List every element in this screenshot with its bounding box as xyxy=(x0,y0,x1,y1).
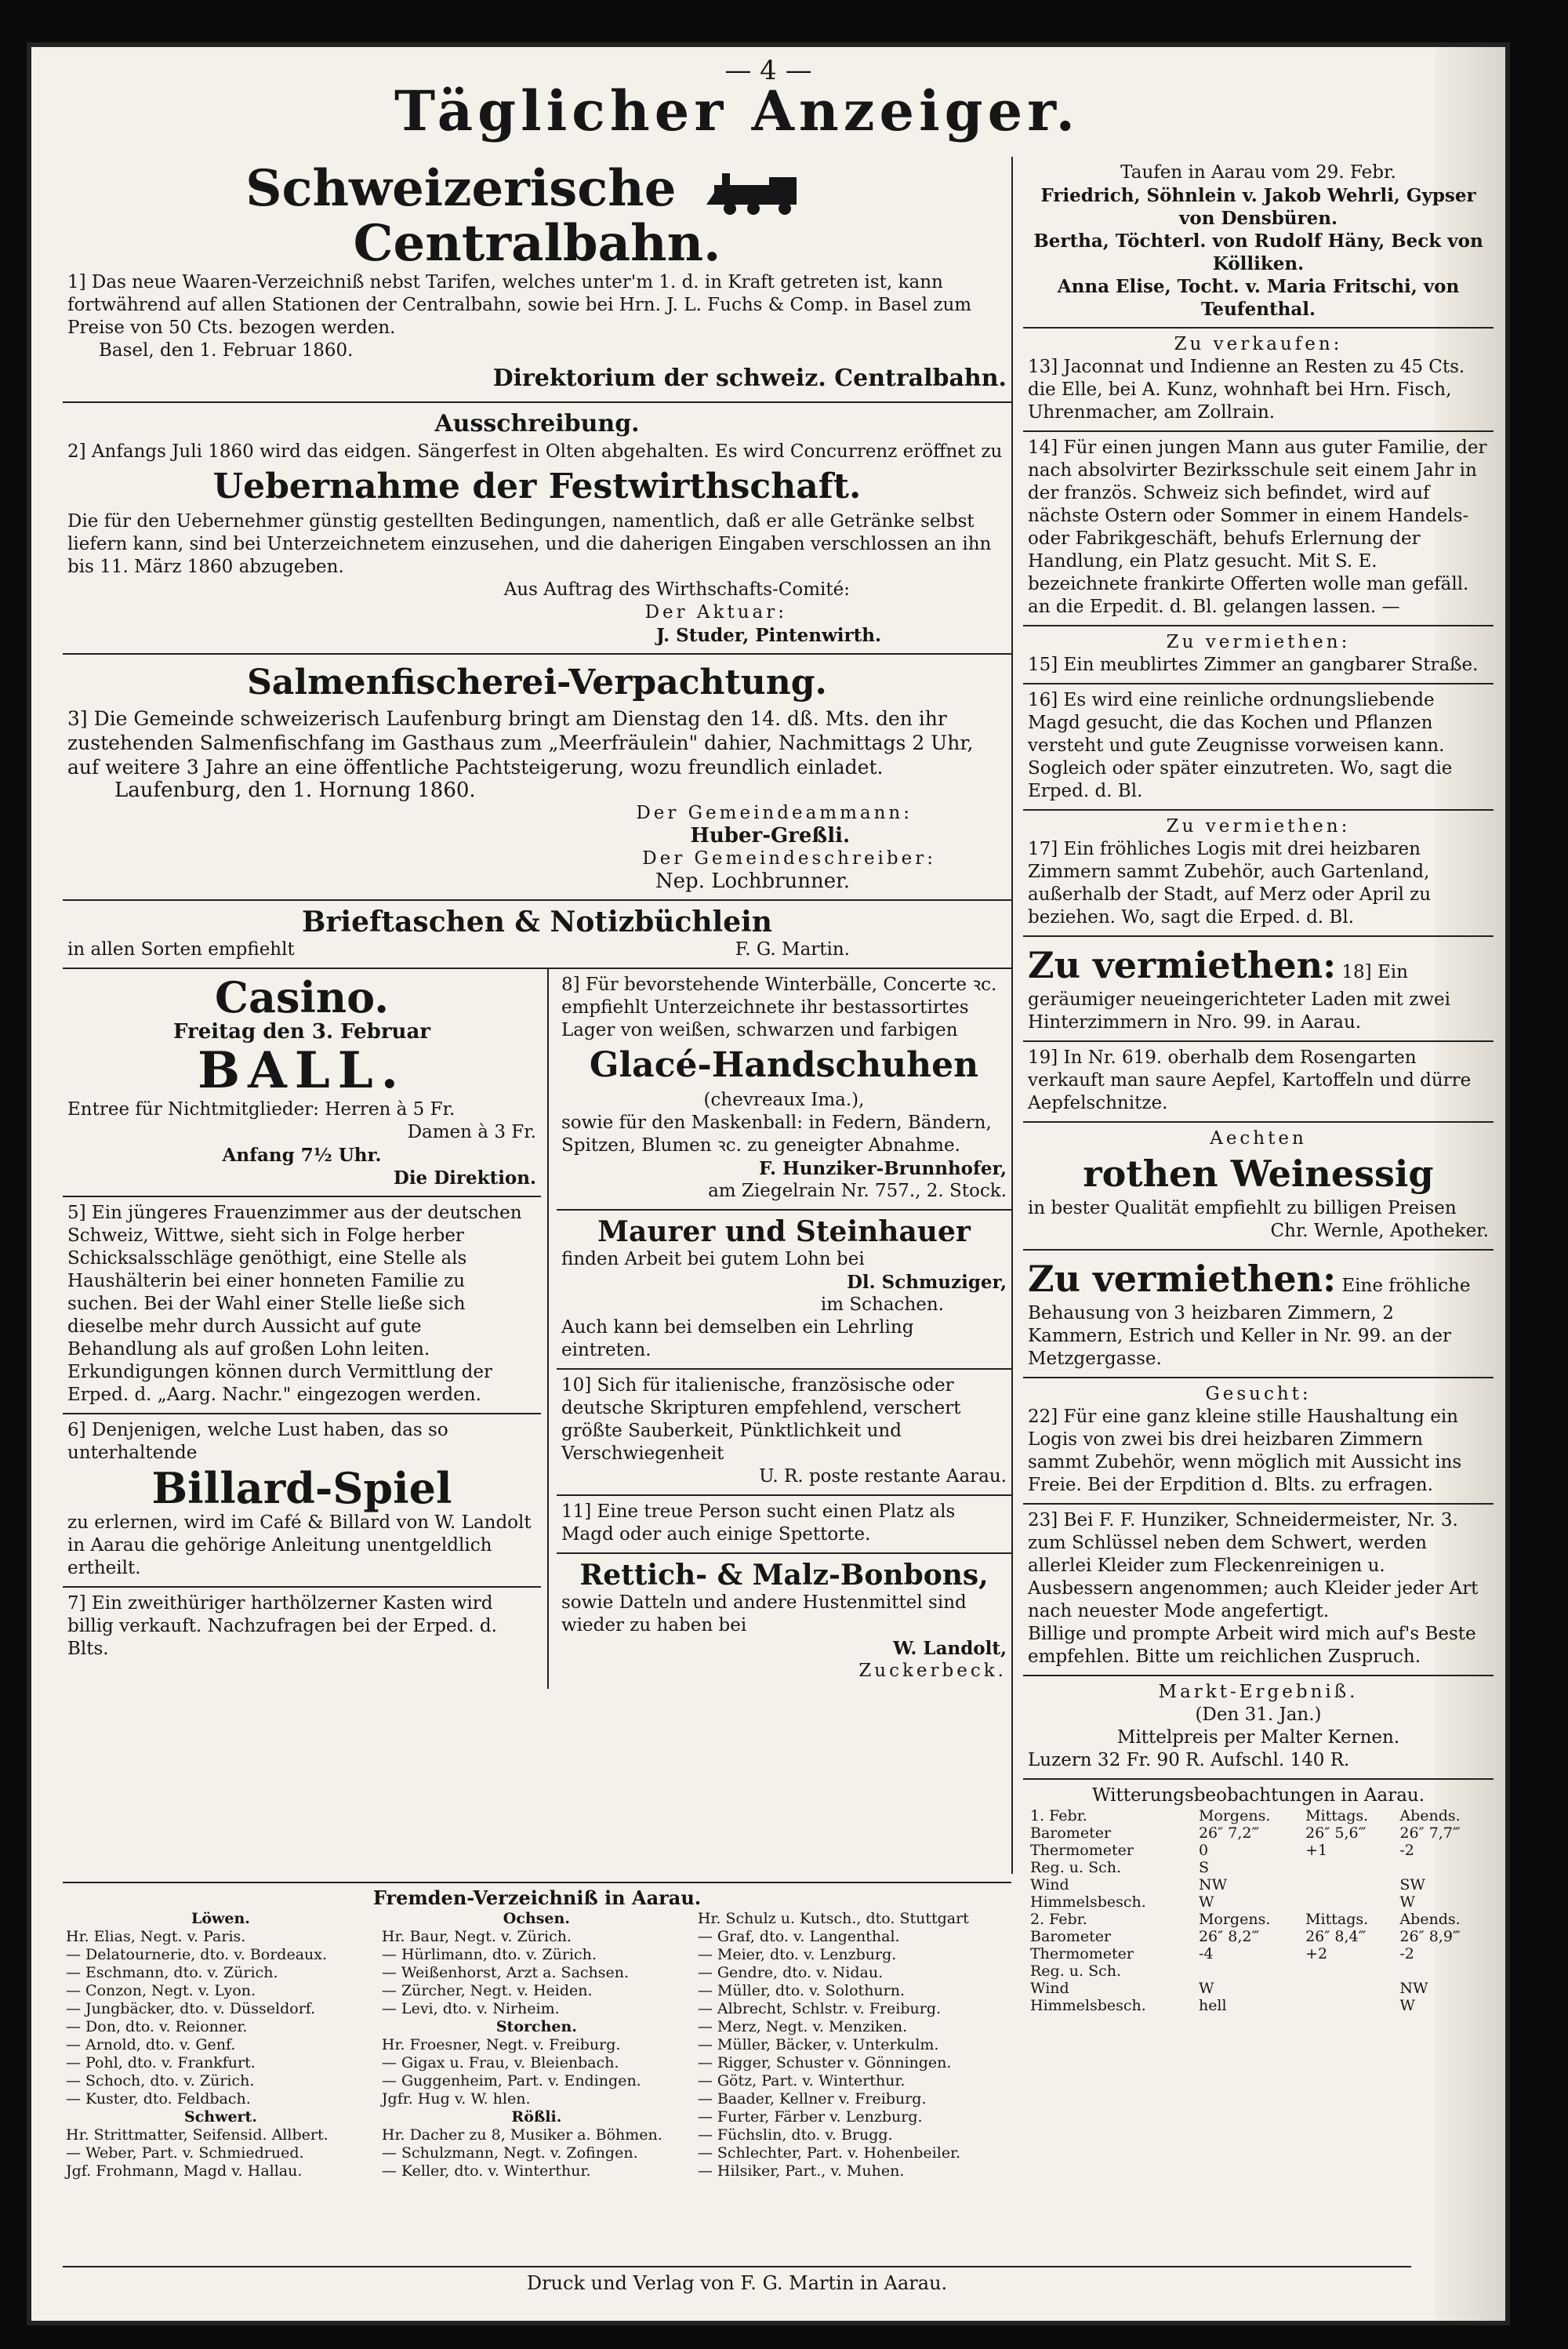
ad-casino xyxy=(63,969,541,1197)
list-item: — Conzon, Negt. v. Lyon. xyxy=(66,1982,256,1999)
list-item: — Levi, dto. v. Nirheim. xyxy=(381,2000,560,2017)
salmen-role1: Der Gemeindeammann: xyxy=(636,803,913,823)
maurer-name: Dl. Schmuziger, xyxy=(846,1272,1007,1293)
left-column xyxy=(63,157,1011,1689)
wetter-h2b: Mittags. xyxy=(1305,1911,1369,1928)
ad-ausschreibung xyxy=(63,403,1011,655)
table-cell: Reg. u. Sch. xyxy=(1030,1962,1122,1980)
list-item: — Müller, Bäcker, v. Unterkulm. xyxy=(697,2036,939,2053)
table-row xyxy=(1028,1893,1489,1911)
markt-sub: Mittelpreis per Malter Kernen. xyxy=(1116,1727,1400,1748)
wein-name: Chr. Wernle, Apotheker. xyxy=(1270,1221,1489,1241)
table-row xyxy=(1028,1997,1489,2014)
salmen-title: Salmenfischerei-Verpachtung. xyxy=(247,663,827,703)
table-row xyxy=(1028,1980,1489,1997)
fremden-grid xyxy=(63,1910,1011,2180)
ausschreibung-title: Uebernahme der Festwirthschaft. xyxy=(212,467,862,506)
table-row xyxy=(1028,1859,1489,1876)
gesucht-text: 22] Für eine ganz kleine stille Haushaltung ein Logis von zwei bis drei heizbaren Zimmern sammt Zubehör, wenn möglich mit Aussicht ins Freie. Bei der Erpdition d. Blts. zu erfragen. xyxy=(1028,1407,1462,1495)
fremden-top-rule xyxy=(63,1882,1011,1883)
table-cell: S xyxy=(1198,1859,1209,1876)
list-item: — Kuster, dto. Feldbach. xyxy=(66,2090,251,2108)
table-cell: W xyxy=(1198,1893,1214,1911)
ad-6-intro: 6] Denjenigen, welche Lust haben, das so unterhaltende xyxy=(67,1420,448,1463)
table-cell: +1 xyxy=(1305,1842,1328,1859)
table-cell: 26″ 8,2‴ xyxy=(1198,1928,1260,1945)
salmen-name1: Huber-Greßli. xyxy=(690,824,850,848)
fremden-col3 xyxy=(695,1910,1011,2180)
centralbahn-text: 1] Das neue Waaren-Verzeichniß nebst Tarifen, welches unter'm 1. d. in Kraft getreten ist, kann fortwährend auf allen Stationen der Centralbahn, sowie bei Hrn. J. L. Fuchs & Comp. in Basel zum Preise von 50 Cts. bezogen werden. xyxy=(67,272,972,338)
ad-10 xyxy=(557,1370,1011,1496)
rettich-text: sowie Datteln und andere Hustenmittel sind wieder zu haben bei xyxy=(561,1592,967,1636)
list-item: — Rigger, Schuster v. Gönningen. xyxy=(697,2054,952,2071)
ad-23-text: 23] Bei F. F. Hunziker, Schneidermeister, Nr. 3. zum Schlüssel neben dem Schwert, werden allerlei Kleider zum Fleckenreinigen u. Ausbessern angenommen; auch Kleider jeder Art nach neuester Mode angefertigt. xyxy=(1028,1510,1479,1621)
ausschreibung-role: Der Aktuar: xyxy=(644,602,787,623)
left-subcolumn xyxy=(63,969,549,1689)
ad-19: 19] In Nr. 619. oberhalb dem Rosengarten verkauft man saure Aepfel, Kartoffeln und dürre Aepfelschnitze. xyxy=(1023,1042,1494,1123)
list-item: — Schoch, dto. v. Zürich. xyxy=(66,2072,255,2089)
list-item: — Albrecht, Schlstr. v. Freiburg. xyxy=(697,2000,942,2017)
wein-text: in bester Qualität empfiehlt zu billigen Preisen xyxy=(1028,1198,1457,1218)
list-item: Hr. Schulz u. Kutsch., dto. Stuttgart xyxy=(697,1910,969,1927)
centralbahn-dateline: Basel, den 1. Februar 1860. xyxy=(99,340,354,361)
table-cell xyxy=(1303,1893,1397,1911)
fremden-col1 xyxy=(63,1910,379,2180)
table-cell: Himmelsbesch. xyxy=(1030,1997,1146,2014)
ad-8-addr: am Ziegelrain Nr. 757., 2. Stock. xyxy=(708,1181,1007,1201)
billard-title: Billard-Spiel xyxy=(151,1463,452,1513)
table-cell: NW xyxy=(1198,1876,1228,1893)
list-item: Storchen. xyxy=(495,2018,577,2035)
ad-5: 5] Ein jüngeres Frauenzimmer aus der deutschen Schweiz, Wittwe, sieht sich in Folge herber Schicksalsschläge genöthigt, eine Stelle als Haushälterin bei einer honneten Familie zu suchen. Bei der Wahl einer Stelle ließe sich dieselbe mehr durch Aussicht auf gute Behandlung als auf großen Lohn leiten. Erkundigungen können durch Vermittlung der Erped. d. „Aarg. Nachr." eingezogen werden. xyxy=(63,1197,541,1414)
ad-6-text: zu erlernen, wird im Café & Billard von W. Landolt in Aarau die gehörige Anleitung unentgeldlich ertheilt. xyxy=(67,1512,532,1578)
ad-8-name: F. Hunziker-Brunnhofer, xyxy=(758,1158,1007,1179)
brieftaschen-name: F. G. Martin. xyxy=(735,939,850,960)
table-cell: Himmelsbesch. xyxy=(1030,1893,1146,1911)
fremden-title: Fremden-Verzeichniß in Aarau. xyxy=(372,1886,702,1909)
table-cell: 0 xyxy=(1198,1842,1209,1859)
wetter-header-row xyxy=(1028,1807,1489,1824)
ad-21-text: Eine fröhliche Behausung von 3 heizbaren Zimmern, 2 Kammern, Estrich und Keller in Nr. 99. an der Metzgergasse. xyxy=(1028,1276,1471,1369)
wetter-h1: Morgens. xyxy=(1198,1807,1271,1824)
masthead: Täglicher Anzeiger. xyxy=(394,78,1080,143)
table-cell: 26″ 7,7‴ xyxy=(1399,1824,1461,1842)
centralbahn-title-right: Centralbahn. xyxy=(353,214,721,273)
ad-centralbahn xyxy=(63,157,1011,403)
list-item: — Eschmann, dto. v. Zürich. xyxy=(66,1964,278,1981)
maurer-text: finden Arbeit bei gutem Lohn bei xyxy=(561,1249,865,1269)
wetter-header-row-2 xyxy=(1028,1911,1489,1928)
list-item: — Schlechter, Part. v. Hohenbeiler. xyxy=(697,2144,961,2162)
table-cell xyxy=(1303,1997,1397,2014)
centralbahn-title-left: Schweizerische xyxy=(245,159,677,218)
casino-event: BALL. xyxy=(197,1041,407,1100)
list-item: — Delatournerie, dto. v. Bordeaux. xyxy=(66,1946,328,1963)
list-item: — Weißenhorst, Arzt a. Sachsen. xyxy=(381,1964,630,1981)
list-item: — Don, dto. v. Reionner. xyxy=(66,2018,248,2035)
ad-10-sign: U. R. poste restante Aarau. xyxy=(759,1466,1007,1487)
table-cell: Reg. u. Sch. xyxy=(1030,1859,1122,1876)
rettich-name: W. Landolt, xyxy=(893,1638,1007,1659)
gesucht-heading: Gesucht: xyxy=(1205,1384,1312,1404)
table-cell: -2 xyxy=(1399,1945,1414,1962)
left-split xyxy=(63,969,1011,1689)
fremden-verzeichnis xyxy=(63,1879,1011,2180)
salmen-name2: Nep. Lochbrunner. xyxy=(655,870,850,893)
rettich-title: Rettich- & Malz-Bonbons, xyxy=(579,1559,989,1592)
list-item: Jgf. Frohmann, Magd v. Hallau. xyxy=(66,2162,303,2180)
verkaufen-text: 13] Jaconnat und Indienne an Resten zu 45 Cts. die Elle, bei A. Kunz, wohnhaft bei Hrn. Fisch, Uhrenmacher, am Zollrain. xyxy=(1028,357,1465,423)
witterung xyxy=(1023,1780,1494,2020)
maurer-title: Maurer und Steinhauer xyxy=(597,1215,971,1248)
list-item: — Götz, Part. v. Winterthur. xyxy=(697,2072,906,2089)
markt-date: (Den 31. Jan.) xyxy=(1195,1705,1322,1725)
ausschreibung-order: Aus Auftrag des Wirthschafts-Comité: xyxy=(503,579,850,600)
fremden-col2 xyxy=(379,1910,695,2180)
ad-7: 7] Ein zweithüriger harthölzerner Kasten wird billig verkauft. Nachzufragen bei der Erped. d. Blts. xyxy=(67,1593,497,1659)
table-cell: Wind xyxy=(1030,1876,1069,1893)
list-item: — Meier, dto. v. Lenzburg. xyxy=(697,1946,897,1963)
right-column xyxy=(1023,157,1494,2020)
list-item: Ochsen. xyxy=(503,1910,570,1927)
ausschreibung-heading: Ausschreibung. xyxy=(434,410,640,437)
ad-23 xyxy=(1023,1505,1494,1676)
casino-date: Freitag den 3. Februar xyxy=(173,1020,430,1044)
list-item: — Merz, Negt. v. Menziken. xyxy=(697,2018,908,2035)
ad-21-title: Zu vermiethen: xyxy=(1028,1258,1337,1300)
imprint-footer: Druck und Verlag von F. G. Martin in Aarau. xyxy=(63,2266,1411,2294)
list-item: — Arnold, dto. v. Genf. xyxy=(66,2036,236,2053)
table-cell: +2 xyxy=(1305,1945,1328,1962)
markt-line: Luzern 32 Fr. 90 R. Aufschl. 140 R. xyxy=(1028,1750,1350,1770)
table-cell xyxy=(1303,1980,1397,1997)
table-cell: Barometer xyxy=(1030,1824,1112,1842)
wetter-h1b: Morgens. xyxy=(1198,1911,1271,1928)
table-cell: 26″ 8,9‴ xyxy=(1399,1928,1461,1945)
list-item: — Graf, dto. v. Langenthal. xyxy=(697,1928,900,1945)
locomotive-icon xyxy=(706,169,816,216)
casino-sign: Die Direktion. xyxy=(393,1167,536,1189)
ad-zu-vermiethen-1 xyxy=(1023,626,1494,684)
list-item: Jgfr. Hug v. W. hlen. xyxy=(381,2090,531,2108)
brieftaschen-title: Brieftaschen & Notizbüchlein xyxy=(302,906,772,939)
list-item: Friedrich, Söhnlein v. Jakob Wehrli, Gypser von Densbüren. xyxy=(1040,185,1476,229)
ad-8-sub: (chevreaux Ima.), xyxy=(703,1090,865,1110)
list-item: — Guggenheim, Part. v. Endingen. xyxy=(381,2072,641,2089)
table-cell xyxy=(1303,1859,1397,1876)
table-cell: -2 xyxy=(1399,1842,1414,1859)
list-item: Anna Elise, Tocht. v. Maria Fritschi, von Teufenthal. xyxy=(1057,276,1460,320)
wetter-day1-label: 1. Febr. xyxy=(1030,1807,1087,1824)
table-cell xyxy=(1196,1962,1303,1980)
ad-18-title: Zu vermiethen: xyxy=(1028,944,1337,986)
list-item: — Furter, Färber v. Lenzburg. xyxy=(697,2108,923,2126)
list-item: — Gendre, dto. v. Nidau. xyxy=(697,1964,884,1981)
table-cell: 26″ 8,4‴ xyxy=(1305,1928,1367,1945)
ad-10-text: 10] Sich für italienische, französische oder deutsche Skripturen empfehlend, verschert größte Sauberkeit, Pünktlichkeit und Verschwiegenheit xyxy=(561,1375,961,1464)
ad-taufen xyxy=(1023,157,1494,329)
list-item: — Schulzmann, Negt. v. Zofingen. xyxy=(381,2144,638,2162)
wetter-table-1 xyxy=(1028,1807,1489,1911)
salmen-text: 3] Die Gemeinde schweizerisch Laufenburg bringt am Dienstag den 14. dß. Mts. den ihr zustehenden Salmenfischfang im Gasthaus zum „Meerfräulein" dahier, Nachmittags 2 Uhr, auf weitere 3 Jahre an eine öffentliche Pachtsteigerung, wozu freundlich einladet. xyxy=(67,707,974,779)
table-cell: hell xyxy=(1198,1997,1227,2014)
list-item: Löwen. xyxy=(191,1910,250,1927)
casino-entry2: Damen à 3 Fr. xyxy=(407,1122,536,1142)
wetter-table-2 xyxy=(1028,1911,1489,2014)
ad-rettich xyxy=(557,1554,1011,1689)
wetter-h2: Mittags. xyxy=(1305,1807,1369,1824)
list-item: Hr. Baur, Negt. v. Zürich. xyxy=(381,1928,572,1945)
table-cell: 26″ 7,2‴ xyxy=(1198,1824,1260,1842)
ad-21 xyxy=(1023,1251,1494,1378)
list-item: Rößli. xyxy=(511,2108,562,2126)
table-cell: NW xyxy=(1399,1980,1428,1997)
vermiethen2-text: 17] Ein fröhliches Logis mit drei heizbaren Zimmern sammt Zubehör, auch Gartenland, außerhalb der Stadt, auf Merz oder April zu beziehen. Wo, sagt die Erped. d. Bl. xyxy=(1028,839,1432,928)
wetter-day2-rows xyxy=(1028,1928,1489,2014)
markt-ergebnis xyxy=(1023,1676,1494,1780)
right-subcolumn xyxy=(549,969,1011,1689)
list-item: Schwert. xyxy=(183,2108,257,2126)
list-item: Hr. Elias, Negt. v. Paris. xyxy=(66,1928,246,1945)
list-item: Hr. Froesner, Negt. v. Freiburg. xyxy=(381,2036,621,2053)
list-item: — Füchslin, dto. v. Brugg. xyxy=(697,2126,893,2144)
table-cell: Barometer xyxy=(1030,1928,1112,1945)
column-rule xyxy=(1011,157,1013,1874)
ad-14: 14] Für einen jungen Mann aus guter Familie, der nach absolvirter Bezirksschule seit einem Jahr in der französ. Schweiz sich befindet, wird auf nächste Ostern oder Sommer in einem Handels- oder Fabrikgeschäft, behufs Erlernung der Handlung, ein Platz gesucht. Mit S. E. bezeichnete frankirte Offerten wolle man gefäll. an die Erpedit. d. Bl. gelangen lassen. — xyxy=(1023,432,1494,626)
vermiethen1-heading: Zu vermiethen: xyxy=(1166,632,1351,652)
wetter-title: Witterungsbeobachtungen in Aarau. xyxy=(1091,1785,1425,1806)
wetter-day2-label: 2. Febr. xyxy=(1030,1911,1087,1928)
centralbahn-signature: Direktorium der schweiz. Centralbahn. xyxy=(492,365,1007,392)
ad-23-text2: Billige und prompte Arbeit wird mich auf's Beste empfehlen. Bitte um reichlichen Zuspruch. xyxy=(1028,1624,1476,1667)
brieftaschen-row xyxy=(67,939,1007,961)
ad-6 xyxy=(63,1414,541,1588)
ad-18-text: 18] Ein geräumiger neueingerichteter Laden mit zwei Hinterzimmern in Nro. 99. in Aarau. xyxy=(1028,962,1451,1033)
ausschreibung-name: J. Studer, Pintenwirth. xyxy=(656,625,881,646)
table-cell: Thermometer xyxy=(1030,1842,1134,1859)
glace-title: Glacé-Handschuhen xyxy=(589,1045,979,1085)
list-item: — Weber, Part. v. Schmiedrued. xyxy=(66,2144,304,2162)
wetter-day1-rows xyxy=(1028,1824,1489,1911)
list-item: — Müller, dto. v. Solothurn. xyxy=(697,1982,906,1999)
ad-brieftaschen xyxy=(63,901,1011,969)
ad-8 xyxy=(557,969,1011,1211)
casino-title: Casino. xyxy=(214,972,389,1022)
ausschreibung-text: Die für den Uebernehmer günstig gestellten Bedingungen, namentlich, daß er alle Getränke selbst liefern kann, sind bei Unterzeichnetem einzusehen, und die daherigen Eingaben verschlossen an ihn bis 11. März 1860 abzugeben. xyxy=(67,511,992,577)
table-row xyxy=(1028,1928,1489,1945)
wein-title: rothen Weinessig xyxy=(1083,1153,1434,1195)
table-cell: W xyxy=(1399,1893,1415,1911)
casino-entry: Entree für Nichtmitglieder: Herren à 5 Fr. xyxy=(67,1099,456,1120)
ad-8-text: sowie für den Maskenball: in Federn, Bändern, Spitzen, Blumen ꝛc. zu geneigter Abnahme. xyxy=(561,1113,992,1156)
ad-16: 16] Es wird eine reinliche ordnungsliebende Magd gesucht, die das Kochen und Pflanzen versteht und gute Zeugnisse vorweisen kann. Sogleich oder später einzutreten. Wo, sagt die Erped. d. Bl. xyxy=(1023,684,1494,811)
list-item: — Hürlimann, dto. v. Zürich. xyxy=(381,1946,597,1963)
verkaufen-heading: Zu verkaufen: xyxy=(1174,334,1343,354)
table-cell: 26″ 5,6‴ xyxy=(1305,1824,1367,1842)
list-item: Bertha, Töchterl. von Rudolf Häny, Beck von Kölliken. xyxy=(1033,231,1483,274)
table-row xyxy=(1028,1945,1489,1962)
table-row xyxy=(1028,1876,1489,1893)
taufen-list xyxy=(1028,184,1489,321)
table-cell: W xyxy=(1198,1980,1214,1997)
table-cell xyxy=(1397,1962,1489,1980)
wetter-h3b: Abends. xyxy=(1399,1911,1461,1928)
newspaper-page xyxy=(31,47,1505,2321)
table-cell xyxy=(1303,1962,1397,1980)
table-cell: SW xyxy=(1399,1876,1425,1893)
table-row xyxy=(1028,1824,1489,1842)
centralbahn-title xyxy=(67,159,1007,273)
table-row xyxy=(1028,1962,1489,1980)
ad-11: 11] Eine treue Person sucht einen Platz als Magd oder auch einige Spettorte. xyxy=(557,1496,1011,1554)
list-item: Hr. Dacher zu 8, Musiker a. Böhmen. xyxy=(381,2126,662,2144)
table-cell xyxy=(1397,1859,1489,1876)
rettich-trade: Zuckerbeck. xyxy=(858,1661,1007,1681)
list-item: Hr. Strittmatter, Seifensid. Allbert. xyxy=(66,2126,328,2144)
salmen-dateline: Laufenburg, den 1. Hornung 1860. xyxy=(114,779,476,802)
table-cell: Thermometer xyxy=(1030,1945,1134,1962)
brieftaschen-text: in allen Sorten empfiehlt xyxy=(67,939,295,960)
table-cell: -4 xyxy=(1198,1945,1214,1962)
list-item: — Jungbäcker, dto. v. Düsseldorf. xyxy=(66,2000,316,2017)
vermiethen2-heading: Zu vermiethen: xyxy=(1166,816,1351,837)
table-row xyxy=(1028,1842,1489,1859)
table-cell: Wind xyxy=(1030,1980,1069,1997)
ad-wein xyxy=(1023,1123,1494,1251)
maurer-place: im Schachen. xyxy=(820,1294,944,1315)
table-cell: W xyxy=(1399,1997,1415,2014)
list-item: — Zürcher, Negt. v. Heiden. xyxy=(381,1982,593,1999)
wetter-h3: Abends. xyxy=(1399,1807,1461,1824)
list-item: — Keller, dto. v. Winterthur. xyxy=(381,2162,591,2180)
taufen-title: Taufen in Aarau vom 29. Febr. xyxy=(1120,162,1396,183)
page-number: — 4 — xyxy=(724,55,812,86)
ad-zu-vermiethen-2 xyxy=(1023,811,1494,937)
ad-maurer xyxy=(557,1211,1011,1370)
casino-start: Anfang 7½ Uhr. xyxy=(222,1145,382,1166)
ad-18 xyxy=(1023,937,1494,1042)
list-item: — Baader, Kellner v. Freiburg. xyxy=(697,2090,927,2108)
vermiethen1-text: 15] Ein meublirtes Zimmer an gangbarer Straße. xyxy=(1028,655,1479,675)
ad-zu-verkaufen xyxy=(1023,329,1494,432)
ad-gesucht xyxy=(1023,1378,1494,1505)
salmen-role2: Der Gemeindeschreiber: xyxy=(642,848,936,869)
ausschreibung-intro: 2] Anfangs Juli 1860 wird das eidgen. Sängerfest in Olten abgehalten. Es wird Concurrenz eröffnet zu xyxy=(67,441,1003,462)
ad-8-intro: 8] Für bevorstehende Winterbälle, Concerte ꝛc. empfiehlt Unterzeichnete ihr bestassortirtes Lager von weißen, schwarzen und farbigen xyxy=(561,975,997,1040)
wein-heading: Aechten xyxy=(1210,1128,1307,1149)
markt-title: Markt-Ergebniß. xyxy=(1158,1682,1359,1702)
list-item: — Pohl, dto. v. Frankfurt. xyxy=(66,2054,256,2071)
list-item: — Hilsiker, Part., v. Muhen. xyxy=(697,2162,905,2180)
table-cell xyxy=(1303,1876,1397,1893)
list-item: — Gigax u. Frau, v. Bleienbach. xyxy=(381,2054,619,2071)
maurer-extra: Auch kann bei demselben ein Lehrling eintreten. xyxy=(561,1317,914,1360)
ad-salmen xyxy=(63,655,1011,901)
